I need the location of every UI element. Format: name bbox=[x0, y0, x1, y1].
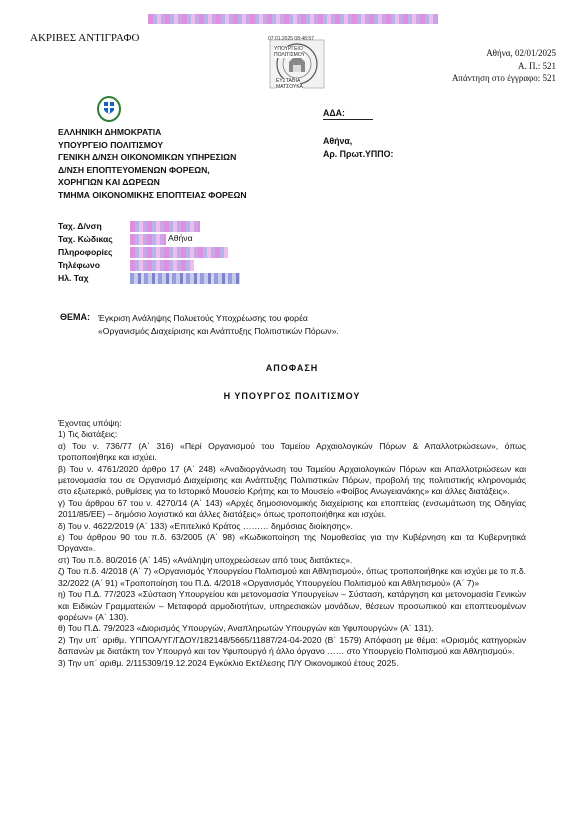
provision-item: 3) Την υπ΄ αριθμ. 2/115309/19.12.2024 Εγκύκλιο Εκτέλεσης Π/Υ Οικονομικού έτους 2025. bbox=[58, 657, 399, 668]
provision-item: ε) Του άρθρου 90 του π.δ. 63/2005 (Α΄ 98) «Κωδικοποίηση της Νομοθεσίας για την Κυβέρνηση και τα Κυβερνητικά Όργανα». bbox=[58, 532, 526, 554]
provision-item: η) Του Π.Δ. 77/2023 «Σύσταση Υπουργείου και μετονομασία Υπουργείων – Σύσταση, κατάργηση και μετονομασία Γενικών και Ειδικών Γραμματειών – Μεταφορά αρμοδιοτήτων, υπηρεσιακών μονάδων, θέσεων προσωπικού και εποπτευομένων φορέων» (Α΄ 130). bbox=[58, 589, 526, 622]
subject-line-1: Έγκριση Ανάληψης Πολυετούς Υποχρέωσης του φορέα bbox=[98, 313, 308, 323]
decision-body bbox=[58, 418, 526, 669]
org-line: ΕΛΛΗΝΙΚΗ ΔΗΜΟΚΡΑΤΙΑ bbox=[58, 127, 162, 137]
subject-line-2: «Οργανισμός Διαχείρισης και Ανάπτυξης Πολιτιστικών Πόρων». bbox=[98, 325, 339, 336]
subject-label: ΘΕΜΑ: bbox=[60, 312, 90, 322]
provisions-heading: 1) Τις διατάξεις: bbox=[58, 429, 118, 440]
redacted-signature-strip bbox=[148, 14, 438, 24]
zip-city: Αθήνα bbox=[168, 233, 193, 243]
reply-reference: Απάντηση στο έγγραφο: 521 bbox=[451, 73, 556, 83]
org-line: ΓΕΝΙΚΗ Δ/ΝΣΗ ΟΙΚΟΝΟΜΙΚΩΝ ΥΠΗΡΕΣΙΩΝ bbox=[58, 152, 237, 163]
zip-label: Ταχ. Κώδικας bbox=[58, 234, 113, 244]
ada-protocol-label: Αρ. Πρωτ.ΥΠΠΟ: bbox=[323, 149, 394, 159]
subject-text bbox=[98, 312, 339, 337]
provision-item: στ) Του π.δ. 80/2016 (Α΄ 145) «Ανάληψη υποχρεώσεων από τους διατάκτες». bbox=[58, 554, 353, 565]
info-label: Πληροφορίες bbox=[58, 247, 113, 257]
redacted-address bbox=[130, 221, 200, 232]
place-date: Αθήνα, 02/01/2025 bbox=[486, 48, 556, 58]
provision-item: δ) Του ν. 4622/2019 (Α΄ 133) «Επιτελικό Κράτος ……… δημόσιας διοίκησης». bbox=[58, 520, 353, 531]
stamp-date: 07.01.2025 08:48:57 bbox=[268, 36, 314, 42]
org-line: ΥΠΟΥΡΓΕΙΟ ΠΟΛΙΤΙΣΜΟΥ bbox=[58, 139, 164, 150]
redacted-email bbox=[130, 273, 240, 284]
redacted-info bbox=[130, 247, 228, 258]
contact-labels bbox=[58, 220, 113, 285]
redacted-zip bbox=[130, 234, 166, 245]
provision-item: γ) Του άρθρου 67 του ν. 4270/14 (Α΄ 143) «Αρχές δημοσιονομικής διαχείρισης και εποπτείας (ενσωμάτωση της Οδηγίας 2011/85/ΕΕ) – δημόσιο λογιστικό και άλλες διατάξεις» όπως τροποποιήθηκε και ισχύει. bbox=[58, 497, 526, 520]
phone-label: Τηλέφωνο bbox=[58, 260, 100, 270]
decision-title: ΑΠΟΦΑΣΗ bbox=[265, 363, 319, 373]
stamp-line-2: ΠΟΛΙΤΙΣΜΟΥ bbox=[274, 52, 305, 58]
org-line: ΧΟΡΗΓΙΩΝ ΚΑΙ ΔΩΡΕΩΝ bbox=[58, 177, 160, 188]
ada-place: Αθήνα, bbox=[323, 136, 353, 146]
address-label: Ταχ. Δ/νση bbox=[58, 221, 102, 231]
org-line: ΤΜΗΜΑ ΟΙΚΟΝΟΜΙΚΗΣ ΕΠΟΠΤΕΙΑΣ ΦΟΡΕΩΝ bbox=[58, 189, 247, 200]
provision-item: θ) Του Π.Δ. 79/2023 «Διορισμός Υπουργών, Αναπληρωτών Υπουργών και Υφυπουργών» (Α΄ 131). bbox=[58, 623, 434, 634]
org-line: Δ/ΝΣΗ ΕΠΟΠΤΕΥΟΜΕΝΩΝ ΦΟΡΕΩΝ, bbox=[58, 164, 210, 175]
email-label: Ηλ. Ταχ bbox=[58, 273, 89, 283]
certified-copy-label: ΑΚΡΙΒΕΣ ΑΝΤΙΓΡΑΦΟ bbox=[30, 32, 140, 44]
provision-item: ζ) Του π.δ. 4/2018 (Α΄ 7) «Οργανισμός Υπουργείου Πολιτισμού και Αθλητισμού», όπως τροποποιήθηκε και ισχύει με το π.δ. 32/2022 (Α΄ 91) «Τροποποίηση του Π.Δ. 4/2018 «Οργανισμός Υπουργείου Πολιτισμού και Αθλητισμού» (Α΄ 7)» bbox=[58, 566, 526, 588]
redacted-phone bbox=[130, 260, 194, 271]
greek-emblem-icon bbox=[96, 96, 122, 122]
provision-item: 2) Την υπ΄ αριθμ. ΥΠΠΟΑ/ΥΓ/ΓΔΟΥ/182148/5665/11887/24-04-2020 (Β΄ 1579) Απόφαση με θέμα: «Ορισμός κατηγοριών δαπανών με διατάκτη τον Υπουργό και τον Υφυπουργό ή άλλο όργανο …… στο Υπουργείο Πολιτισμού και Αθλητισμού». bbox=[58, 634, 526, 657]
ada-label: ΑΔΑ: bbox=[323, 108, 345, 118]
digital-signature-stamp bbox=[262, 28, 332, 96]
stamp-line-4: ΜΑΤΣΟΥΚΑ bbox=[276, 84, 304, 90]
decision-subtitle: Η ΥΠΟΥΡΓΟΣ ΠΟΛΙΤΙΣΜΟΥ bbox=[223, 391, 361, 401]
stamp-line-3: ΕΥΣΤΑΘΙΑ bbox=[276, 78, 301, 84]
header-right-block bbox=[452, 47, 556, 85]
organization-block bbox=[58, 126, 247, 202]
ada-underline bbox=[323, 119, 373, 120]
protocol-number: Α. Π.: 521 bbox=[518, 60, 556, 71]
body-intro: Έχοντας υπόψη: bbox=[58, 418, 122, 428]
stamp-line-1: ΥΠΟΥΡΓΕΙΟ bbox=[274, 46, 303, 52]
provision-item: α) Του ν. 736/77 (Α΄ 316) «Περί Οργανισμού του Ταμείου Αρχαιολογικών Πόρων & Απαλλοτριώσεων», όπως τροποποιήθηκε και ισχύει. bbox=[58, 440, 526, 463]
provision-item: β) Του ν. 4761/2020 άρθρο 17 (Α΄ 248) «Αναδιοργάνωση του Ταμείου Αρχαιολογικών Πόρων και Απαλλοτριώσεων και μετονομασία του σε Οργανισμό Διαχείρισης και Ανάπτυξης Πολιτιστικών Πόρων, προβολή της πολιτιστικής κληρονομιάς στο εξωτερικό, ρυθμίσεις για το Ιστορικό Μουσείο Κρήτης και το Μουσείο «Φοίβος Ανωγειανάκης» και άλλες διατάξεις». bbox=[58, 463, 526, 497]
